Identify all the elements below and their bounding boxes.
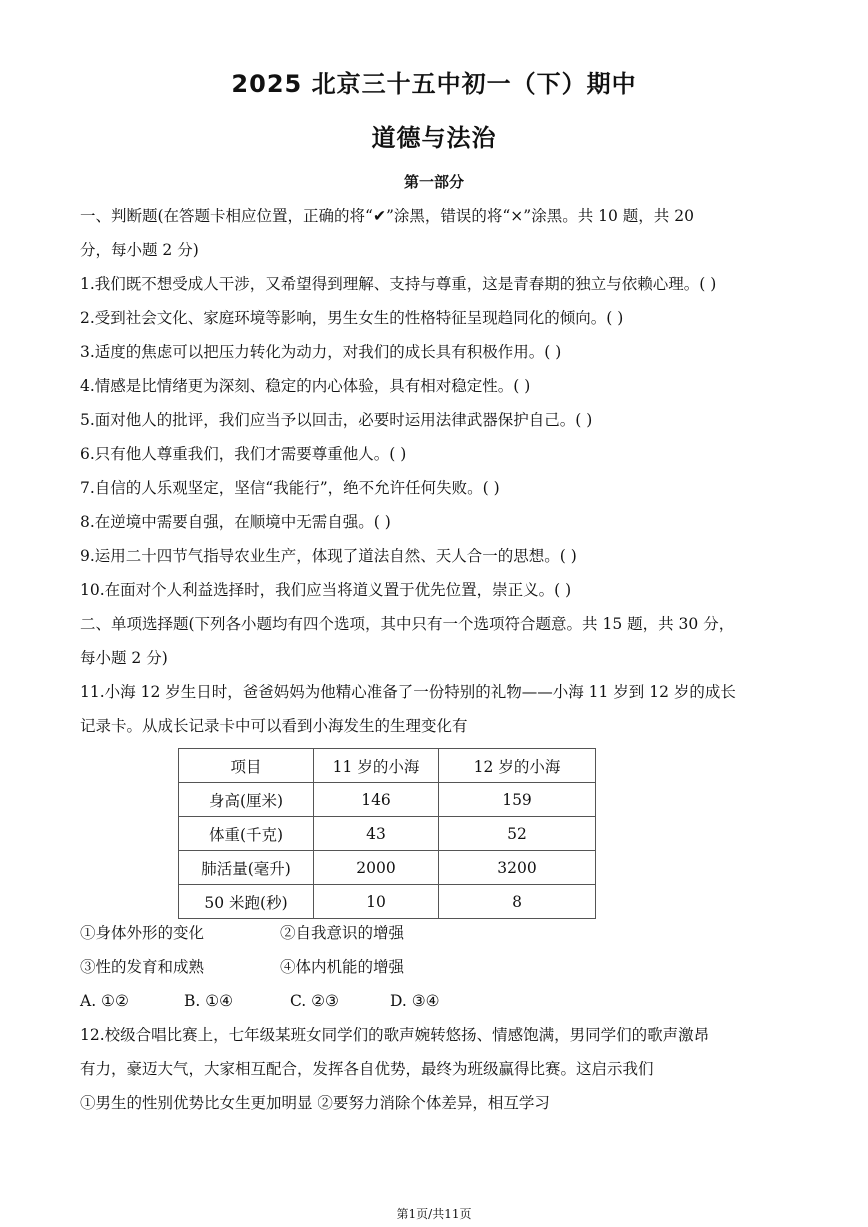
table-cell: 146: [314, 783, 439, 817]
part2-instruction-cont: 每小题 2 分): [80, 649, 168, 667]
q11-stem-cont: 记录卡。从成长记录卡中可以看到小海发生的生理变化有: [80, 717, 468, 735]
q11-choice-a: A. ①②: [80, 992, 129, 1010]
q12-stem: 12.校级合唱比赛上，七年级某班女同学们的歌声婉转悠扬、情感饱满，男同学们的歌声激昂: [80, 1026, 710, 1044]
tf-question-2: 2.受到社会文化、家庭环境等影响，男生女生的性格特征呈现趋同化的倾向。( ): [80, 309, 624, 327]
table-cell: 159: [439, 783, 596, 817]
table-row: [179, 817, 596, 851]
q11-statement-1: ①身体外形的变化: [80, 924, 205, 942]
exam-title: 2025 北京三十五中初一（下）期中: [231, 70, 637, 98]
table-cell: 肺活量(毫升): [179, 851, 314, 885]
tf-question-3: 3.适度的焦虑可以把压力转化为动力，对我们的成长具有积极作用。( ): [80, 343, 562, 361]
section-heading: 第一部分: [403, 173, 464, 191]
table-cell: 身高(厘米): [179, 783, 314, 817]
q11-stem: 11.小海 12 岁生日时，爸爸妈妈为他精心准备了一份特别的礼物——小海 11 岁到 12 岁的成长: [80, 683, 736, 701]
q11-choice-b: B. ①④: [184, 992, 234, 1010]
tf-question-8: 8.在逆境中需要自强，在顺境中无需自强。( ): [80, 513, 391, 531]
q11-statement-3: ③性的发育和成熟: [80, 958, 205, 976]
table-header-row: [179, 749, 596, 783]
q12-statements: ①男生的性别优势比女生更加明显 ②要努力消除个体差异，相互学习: [80, 1094, 550, 1112]
tf-question-9: 9.运用二十四节气指导农业生产，体现了道法自然、天人合一的思想。( ): [80, 547, 577, 565]
growth-record-table: [178, 748, 596, 919]
table-cell: 52: [439, 817, 596, 851]
q11-statement-2: ②自我意识的增强: [280, 924, 405, 942]
q12-stem-cont: 有力，豪迈大气，大家相互配合，发挥各自优势，最终为班级赢得比赛。这启示我们: [80, 1060, 654, 1078]
q11-choice-c: C. ②③: [290, 992, 339, 1010]
table-cell: 2000: [314, 851, 439, 885]
tf-question-1: 1.我们既不想受成人干涉，又希望得到理解、支持与尊重，这是青春期的独立与依赖心理。( ): [80, 275, 717, 293]
table-row: [179, 851, 596, 885]
table-header-cell: 11 岁的小海: [314, 749, 439, 783]
subject-title: 道德与法治: [371, 124, 497, 152]
table-cell: 3200: [439, 851, 596, 885]
table-cell: 50 米跑(秒): [179, 885, 314, 919]
table-cell: 体重(千克): [179, 817, 314, 851]
table-header-cell: 项目: [179, 749, 314, 783]
table-cell: 43: [314, 817, 439, 851]
part1-instruction-cont: 分，每小题 2 分): [80, 241, 199, 259]
table-header-cell: 12 岁的小海: [439, 749, 596, 783]
tf-question-10: 10.在面对个人利益选择时，我们应当将道义置于优先位置，崇正义。( ): [80, 581, 572, 599]
tf-question-5: 5.面对他人的批评，我们应当予以回击，必要时运用法律武器保护自己。( ): [80, 411, 593, 429]
tf-question-7: 7.自信的人乐观坚定，坚信“我能行”，绝不允许任何失败。( ): [80, 479, 500, 497]
table-row: [179, 783, 596, 817]
tf-question-4: 4.情感是比情绪更为深刻、稳定的内心体验，具有相对稳定性。( ): [80, 377, 531, 395]
tf-question-6: 6.只有他人尊重我们，我们才需要尊重他人。( ): [80, 445, 407, 463]
table-row: [179, 885, 596, 919]
page-number: 第1页/共11页: [396, 1207, 472, 1221]
part2-instruction: 二、单项选择题(下列各小题均有四个选项，其中只有一个选项符合题意。共 15 题，共 30 分，: [80, 615, 735, 633]
table-cell: 8: [439, 885, 596, 919]
part1-instruction: 一、判断题(在答题卡相应位置，正确的将“✔”涂黑，错误的将“×”涂黑。共 10 题，共 20: [80, 207, 694, 225]
table-cell: 10: [314, 885, 439, 919]
q11-choice-d: D. ③④: [390, 992, 440, 1010]
q11-statement-4: ④体内机能的增强: [280, 958, 405, 976]
